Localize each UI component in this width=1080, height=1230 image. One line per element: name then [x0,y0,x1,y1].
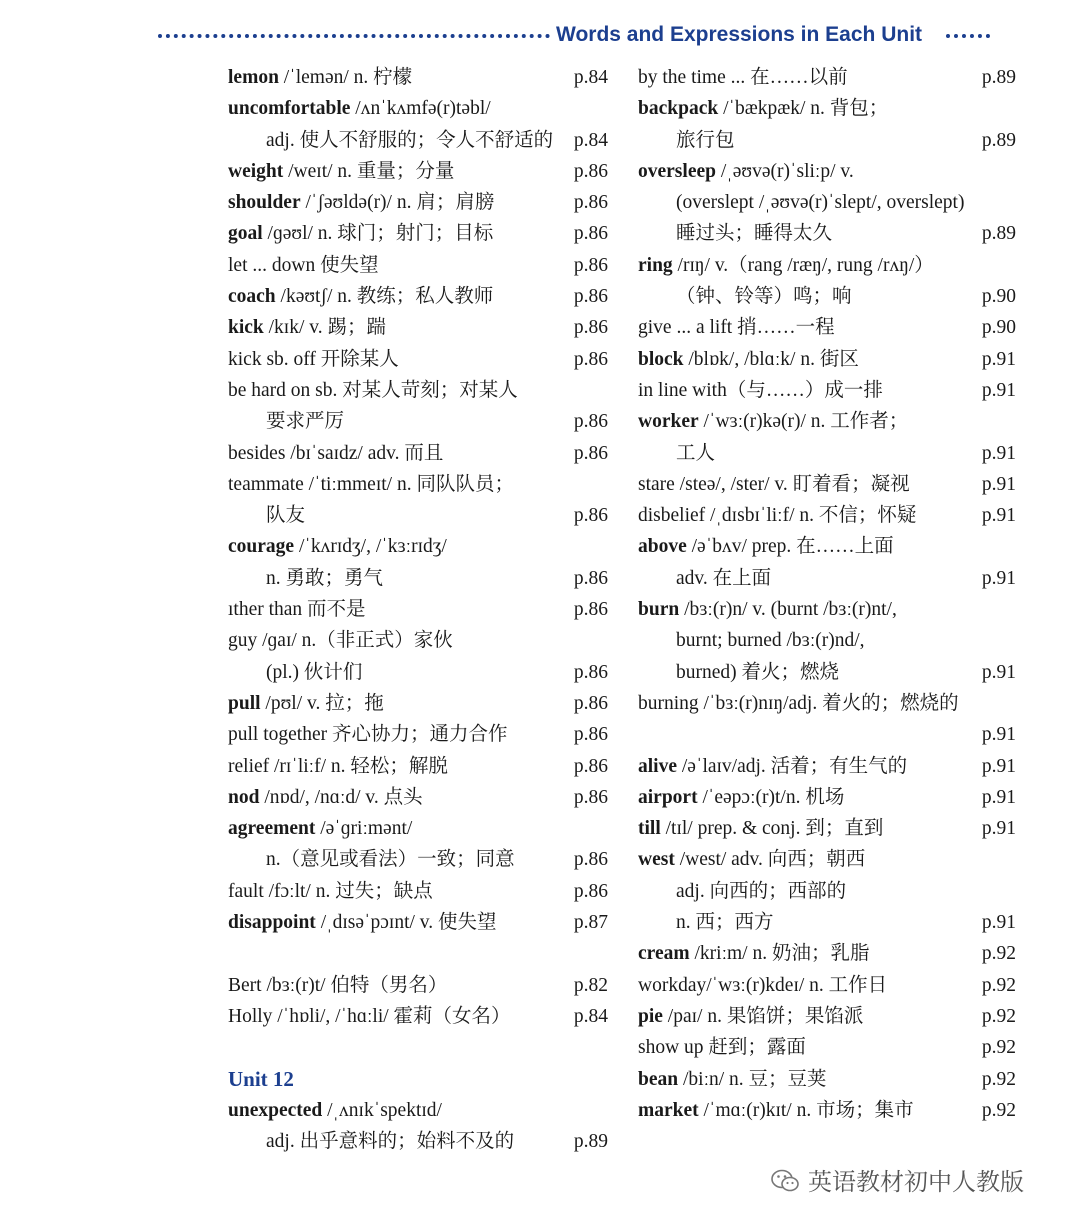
definition-text: by the time ... 在……以前 [638,67,848,88]
page-ref: p.91 [981,348,1016,370]
vocab-line [638,1001,1016,1032]
header-dotted-rule [158,34,550,38]
vocab-line [228,1126,608,1157]
page-ref: p.86 [573,755,608,777]
headword: alive [638,755,677,777]
vocab-line [228,218,608,249]
headword: goal [228,223,263,245]
page-ref: p.84 [573,67,608,88]
definition-text: burning /ˈbɜː(r)nɪŋ/adj. 着火的；燃烧的 [638,692,959,714]
vocab-line [228,281,608,312]
page-ref: p.91 [981,912,1016,934]
header-title: Words and Expressions in Each Unit [556,23,923,46]
headword: coach [228,286,276,308]
headword: disappoint [228,912,316,934]
definition-text: Bert /bɜː(r)t/ 伯特（男名） [228,974,448,996]
vocab-line [638,281,1016,312]
definition-text: /ˈʃəʊldə(r)/ n. 肩；肩膀 [300,192,495,214]
definition-text: /weɪt/ n. 重量；分量 [283,160,455,182]
headword: burn [638,599,680,621]
vocab-line [638,1095,1016,1126]
headword: pull [228,692,261,714]
definition-text: burned) 着火；燃烧 [676,661,840,683]
definition-text: /pʊl/ v. 拉；拖 [260,692,384,714]
page-ref: p.91 [981,567,1016,589]
definition-text: workday/ˈwɜː(r)kdeɪ/ n. 工作日 [638,974,888,996]
page-ref: p.91 [981,661,1016,683]
vocab-line [228,1095,608,1126]
vocab-line [228,344,608,375]
definition-text: adj. 出乎意料的；始料不及的 [266,1131,515,1153]
page-ref: p.89 [573,1131,608,1153]
vocab-line [638,563,1016,594]
vocab-line [228,563,608,594]
headword: uncomfortable [228,98,351,120]
definition-text: (pl.) 伙计们 [266,661,363,683]
definition-text: /rɪŋ/ v.（rang /ræŋ/, rung /rʌŋ/） [672,254,934,276]
definition-text: Holly /ˈhɒli/, /ˈhɑːli/ 霍莉（女名） [228,1005,511,1027]
headword: unexpected [228,1099,323,1121]
vocab-line [638,719,1016,750]
vocab-line [228,625,608,656]
vocab-line [228,438,608,469]
definition-text: 睡过头；睡得太久 [676,223,833,245]
headword: pie [638,1005,663,1027]
definition-text: n.（意见或看法）一致；同意 [266,849,515,871]
vocab-line [228,187,608,218]
vocab-line [228,844,608,875]
definition-text: besides /bɪˈsaɪdz/ adv. 而且 [228,442,444,464]
definition-text: 队友 [266,505,306,527]
page-ref: p.86 [573,567,608,589]
vocab-line [638,93,1016,124]
definition-text: ıther than 而不是 [228,599,366,621]
vocab-line [638,970,1016,1001]
definition-text: relief /rɪˈliːf/ n. 轻松；解脱 [228,755,448,777]
page-ref: p.86 [573,192,608,214]
definition-text: /kriːm/ n. 奶油；乳脂 [689,943,870,965]
headword: worker [638,411,699,433]
definition-text: /kəʊtʃ/ n. 教练；私人教师 [275,286,494,308]
definition-text: n. 勇敢；勇气 [266,567,384,589]
page-ref: p.86 [573,254,608,276]
page-ref: p.84 [573,129,608,151]
page-ref: p.86 [573,442,608,464]
headword: market [638,1099,699,1121]
definition-text: disbelief /ˌdɪsbɪˈliːf/ n. 不信；怀疑 [638,505,917,527]
page-ref: p.91 [981,786,1016,808]
vocab-line [638,469,1016,500]
definition-text: n. 西；西方 [676,912,774,934]
page-ref: p.86 [573,160,608,182]
definition-text: /bɜː(r)n/ v. (burnt /bɜː(r)nt/, [679,599,897,621]
vocab-line [638,1032,1016,1063]
page-ref: p.82 [573,974,608,996]
vocab-line [638,531,1016,562]
headword: weight [228,160,284,182]
definition-text: /əˈbʌv/ prep. 在……上面 [686,536,894,558]
page-ref: p.92 [981,1005,1016,1027]
vocab-line [228,1001,608,1032]
vocab-line [638,625,1016,656]
definition-text: /ˈbækpæk/ n. 背包； [718,98,889,120]
vocab-line [638,813,1016,844]
page-ref: p.87 [573,912,608,934]
vocab-line [638,438,1016,469]
definition-text: /ɡəʊl/ n. 球门；射门；目标 [262,223,494,245]
vocab-line [228,500,608,531]
headword: above [638,536,687,558]
vocab-line [638,62,1016,93]
vocab-line [638,125,1016,156]
vocab-line [638,500,1016,531]
headword: shoulder [228,192,301,214]
headword: courage [228,536,295,558]
page-ref: p.86 [573,880,608,902]
page-ref: p.92 [981,943,1016,965]
page-ref: p.90 [981,286,1016,308]
vocab-line [638,344,1016,375]
page-ref: p.86 [573,849,608,871]
page-ref: p.86 [573,724,608,746]
page-ref: p.91 [981,379,1016,401]
definition-text: (overslept /ˌəʊvə(r)ˈslept/, overslept) [676,192,965,214]
vocab-line [228,938,608,969]
vocab-line [638,657,1016,688]
definition-text: /biːn/ n. 豆；豆荚 [678,1068,827,1090]
page-ref: p.90 [981,317,1016,339]
vocab-line [228,312,608,343]
definition-text: /ˈmɑː(r)kɪt/ n. 市场；集市 [698,1099,914,1121]
vocab-line [228,688,608,719]
page-ref: p.86 [573,348,608,370]
definition-text: 要求严厉 [266,411,345,433]
page-ref: p.86 [573,411,608,433]
vocab-line [228,406,608,437]
page-ref: p.92 [981,1037,1016,1059]
page-ref: p.86 [573,692,608,714]
headword: nod [228,786,260,808]
page-ref: p.86 [573,286,608,308]
headword: lemon [228,67,279,88]
definition-text: 旅行包 [676,129,735,151]
vocab-line [228,531,608,562]
vocab-line [638,907,1016,938]
definition-text: /əˈɡriːmənt/ [315,818,413,840]
watermark-label: 英语教材初中人教版 [808,1168,1024,1196]
vocab-line [228,876,608,907]
vocab-line [638,250,1016,281]
definition-text: in line with（与……）成一排 [638,379,883,401]
unit-title: Unit 12 [228,1066,294,1091]
vocab-line [638,156,1016,187]
headword: ring [638,254,673,276]
definition-text: burnt; burned /bɜː(r)nd/, [676,630,865,652]
definition-text: adj. 使人不舒服的；令人不舒适的 [266,129,554,151]
vocab-line [228,156,608,187]
definition-text: guy /ɡaɪ/ n.（非正式）家伙 [228,630,453,652]
vocab-line [228,62,608,93]
vocab-line [638,218,1016,249]
definition-text: /ˌʌnɪkˈspektɪd/ [322,1099,442,1121]
definition-text: /ʌnˈkʌmfə(r)təbl/ [350,98,491,120]
definition-text: be hard on sb. 对某人苛刻；对某人 [228,379,518,401]
page-ref: p.91 [981,505,1016,527]
page-ref: p.84 [573,1005,608,1027]
definition-text: fault /fɔːlt/ n. 过失；缺点 [228,880,433,902]
vocab-line [228,250,608,281]
page-ref: p.92 [981,1099,1016,1121]
page-ref: p.86 [573,223,608,245]
definition-text: /ˈlemən/ n. 柠檬 [278,67,413,88]
unit-heading [228,1064,608,1095]
definition-text: stare /steə/, /ster/ v. 盯着看；凝视 [638,473,910,495]
definition-text: adv. 在上面 [676,567,772,589]
vocab-line [228,751,608,782]
page-ref: p.91 [981,724,1016,746]
definition-text: /ˈkʌrɪdʒ/, /ˈkɜːrɪdʒ/ [294,536,447,558]
header-dotted-rule-right [946,34,990,38]
page-ref: p.91 [981,442,1016,464]
vocab-line [228,657,608,688]
page-header [0,20,1000,50]
definition-text: /ˈeəpɔː(r)t/n. 机场 [697,786,845,808]
definition-text: /nɒd/, /nɑːd/ v. 点头 [259,786,423,808]
vocab-line [228,907,608,938]
vocab-line [638,751,1016,782]
definition-text: /ˈwɜː(r)kə(r)/ n. 工作者； [698,411,909,433]
definition-text: /paɪ/ n. 果馅饼；果馅派 [662,1005,864,1027]
vocab-line [638,876,1016,907]
definition-text: adj. 向西的；西部的 [676,880,847,902]
vocab-line [228,719,608,750]
vocab-line [228,125,608,156]
vocab-line [638,312,1016,343]
wechat-icon [770,1168,800,1194]
definition-text: kick sb. off 开除某人 [228,348,399,370]
vocab-line [228,782,608,813]
vocab-column-right [638,62,1016,1126]
vocab-line [638,594,1016,625]
definition-text: /tɪl/ prep. & conj. 到；直到 [660,818,884,840]
page-ref: p.91 [981,755,1016,777]
definition-text: /kɪk/ v. 踢；踹 [263,317,387,339]
vocab-line [228,813,608,844]
vocab-line [638,187,1016,218]
page-ref: p.89 [981,129,1016,151]
vocab-line [228,594,608,625]
definition-text: /ˌəʊvə(r)ˈsliːp/ v. [715,160,854,182]
vocab-line [228,375,608,406]
definition-text: 工人 [676,442,716,464]
definition-text: /ˌdɪsəˈpɔɪnt/ v. 使失望 [315,912,497,934]
vocab-line [638,1064,1016,1095]
definition-text: /əˈlaɪv/adj. 活着；有生气的 [677,755,908,777]
vocab-line [228,1032,608,1063]
page-ref: p.86 [573,599,608,621]
definition-text: pull together 齐心协力；通力合作 [228,724,508,746]
headword: cream [638,943,690,965]
vocab-line [228,970,608,1001]
definition-text: （钟、铃等）鸣；响 [676,286,852,308]
headword: bean [638,1068,679,1090]
headword: block [638,348,684,370]
watermark [770,1164,1070,1200]
definition-text: show up 赶到；露面 [638,1037,806,1059]
page-ref: p.89 [981,67,1016,88]
vocab-line [638,938,1016,969]
headword: kick [228,317,264,339]
definition-text: /west/ adv. 向西；朝西 [674,849,866,871]
page-ref: p.86 [573,317,608,339]
headword: backpack [638,98,719,120]
page-ref: p.86 [573,661,608,683]
vocab-line [638,844,1016,875]
vocab-line [228,93,608,124]
definition-text: give ... a lift 捎……一程 [638,317,835,339]
vocab-line [638,782,1016,813]
headword: oversleep [638,160,716,182]
headword: till [638,818,661,840]
vocab-line [638,688,1016,719]
definition-text: let ... down 使失望 [228,254,379,276]
headword: west [638,849,675,871]
headword: airport [638,786,698,808]
page-ref: p.89 [981,223,1016,245]
definition-text: /blɒk/, /blɑːk/ n. 街区 [683,348,859,370]
page-ref: p.86 [573,505,608,527]
definition-text: teammate /ˈtiːmmeɪt/ n. 同队队员； [228,473,514,495]
page-ref: p.91 [981,818,1016,840]
page-ref: p.86 [573,786,608,808]
page-ref: p.91 [981,473,1016,495]
headword: agreement [228,818,316,840]
vocab-line [228,469,608,500]
page-ref: p.92 [981,974,1016,996]
vocab-line [638,406,1016,437]
vocab-column-left [228,62,608,1157]
page-ref: p.92 [981,1068,1016,1090]
vocab-line [638,375,1016,406]
